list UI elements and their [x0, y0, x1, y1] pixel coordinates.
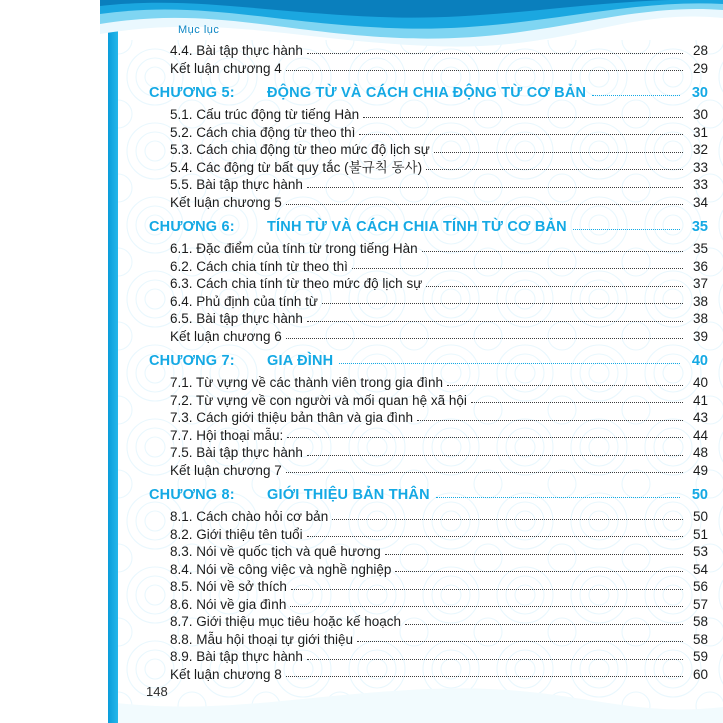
- toc-entry-label: 6.1. Đặc điểm của tính từ trong tiếng Hàn: [170, 241, 418, 256]
- toc-entry[interactable]: [118, 330, 708, 344]
- toc-entry-page: 53: [692, 544, 708, 559]
- toc-leader-dots: [426, 169, 683, 170]
- toc-chapter-page: 40: [691, 353, 708, 369]
- toc-entry-label: Kết luận chương 6: [170, 328, 282, 344]
- toc-entry-label: 7.1. Từ vựng về các thành viên trong gia đình: [170, 375, 443, 390]
- toc-leader-dots: [417, 420, 683, 421]
- toc-entry[interactable]: [118, 615, 708, 629]
- toc-entry-label: 5.4. Các động từ bất quy tắc (불규칙 동사): [170, 159, 423, 175]
- toc-chapter-page: 50: [691, 487, 708, 503]
- toc-leader-dots: [405, 624, 683, 625]
- toc-leader-dots: [307, 321, 683, 322]
- toc-entry-page: 43: [692, 410, 708, 425]
- toc-entry-page: 37: [692, 276, 708, 291]
- toc-entry[interactable]: [118, 464, 708, 478]
- toc-entry[interactable]: [118, 196, 708, 210]
- toc-chapter-page: 30: [691, 85, 708, 101]
- toc-entry[interactable]: [118, 62, 708, 76]
- toc-entry-page: 41: [692, 392, 708, 408]
- page-number: 148: [146, 684, 168, 699]
- toc-entry[interactable]: [118, 563, 708, 577]
- toc-entry[interactable]: [118, 260, 708, 274]
- toc-chapter-heading[interactable]: [118, 219, 708, 235]
- toc-entry-label: 8.5. Nói về sở thích: [170, 579, 287, 594]
- toc-leader-dots: [307, 659, 683, 660]
- toc-entry-label: 6.5. Bài tập thực hành: [170, 311, 303, 326]
- toc-leader-dots: [307, 53, 683, 54]
- toc-leader-dots: [291, 589, 683, 590]
- toc-leader-dots: [286, 204, 683, 205]
- toc-entry-label: 7.7. Hội thoại mẫu:: [170, 427, 284, 443]
- toc-leader-dots: [359, 134, 683, 135]
- toc-entry-label: 8.4. Nói về công việc và nghề nghiệp: [170, 561, 392, 577]
- toc-leader-dots: [287, 437, 683, 438]
- toc-entry-page: 49: [692, 462, 708, 478]
- toc-chapter-tag: CHƯƠNG 8:: [149, 487, 235, 503]
- toc-entry[interactable]: [118, 545, 708, 559]
- toc-chapter-tag: CHƯƠNG 5:: [149, 85, 235, 101]
- toc-chapter-heading[interactable]: [118, 85, 708, 101]
- page-header-label: Mục lục: [178, 24, 220, 36]
- toc-entry-page: 31: [692, 124, 708, 140]
- toc-entry-page: 28: [692, 43, 708, 58]
- toc-entry[interactable]: [118, 650, 708, 664]
- toc-entry-page: 48: [692, 445, 708, 460]
- toc-entry-label: 5.5. Bài tập thực hành: [170, 177, 303, 192]
- toc-leader-dots: [290, 606, 683, 607]
- toc-entry-page: 35: [692, 241, 708, 256]
- toc-entry-page: 40: [692, 375, 708, 390]
- toc-entry[interactable]: [118, 312, 708, 326]
- toc-entry[interactable]: [118, 108, 708, 122]
- toc-chapter-tag: CHƯƠNG 6:: [149, 219, 235, 235]
- toc-leader-dots: [363, 117, 683, 118]
- toc-leader-dots: [447, 385, 683, 386]
- toc-chapter-title: ĐỘNG TỪ VÀ CÁCH CHIA ĐỘNG TỪ CƠ BẢN: [267, 85, 587, 101]
- toc-chapter-page: 35: [691, 219, 708, 235]
- toc-chapter-title: TÍNH TỪ VÀ CÁCH CHIA TÍNH TỪ CƠ BẢN: [267, 219, 567, 235]
- toc-entry-page: 54: [692, 561, 708, 577]
- toc-entry-page: 33: [692, 177, 708, 192]
- toc-entry-label: 8.2. Giới thiệu tên tuổi: [170, 526, 303, 542]
- toc-entry[interactable]: [118, 446, 708, 460]
- toc-entry-label: 8.3. Nói về quốc tịch và quê hương: [170, 544, 381, 559]
- toc-entry[interactable]: [118, 242, 708, 256]
- toc-entry-page: 33: [692, 159, 708, 175]
- toc-entry-label: 8.9. Bài tập thực hành: [170, 649, 303, 664]
- toc-entry-page: 29: [692, 60, 708, 76]
- toc-entry-page: 38: [692, 311, 708, 326]
- toc-leader-dots: [352, 268, 683, 269]
- toc-entry-label: 8.6. Nói về gia đình: [170, 596, 287, 612]
- toc-leader-dots: [471, 402, 683, 403]
- toc-entry-label: 6.4. Phủ định của tính từ: [170, 293, 318, 309]
- toc-entry-page: 58: [692, 631, 708, 647]
- toc-entry-page: 58: [692, 614, 708, 629]
- toc-entry-label: Kết luận chương 7: [170, 462, 282, 478]
- toc-leader-dots: [592, 95, 680, 96]
- toc-leader-dots: [434, 152, 683, 153]
- toc-entry-label: Kết luận chương 8: [170, 666, 282, 682]
- page-left-accent-bar: [108, 0, 118, 723]
- toc-entry[interactable]: [118, 277, 708, 291]
- toc-entry[interactable]: [118, 633, 708, 647]
- toc-leader-dots: [573, 229, 680, 230]
- toc-entry[interactable]: [118, 126, 708, 140]
- toc-leader-dots: [426, 286, 683, 287]
- toc-leader-dots: [307, 455, 683, 456]
- toc-entry-label: 7.3. Cách giới thiệu bản thân và gia đình: [170, 410, 414, 425]
- toc-entry-label: 7.5. Bài tập thực hành: [170, 445, 303, 460]
- toc-entry-label: 6.3. Cách chia tính từ theo mức độ lịch sự: [170, 276, 423, 291]
- toc-leader-dots: [385, 554, 683, 555]
- toc-leader-dots: [357, 641, 683, 642]
- toc-entry[interactable]: [118, 376, 708, 390]
- toc-entry[interactable]: [118, 161, 708, 175]
- toc-leader-dots: [339, 363, 680, 364]
- page-left-margin: [100, 0, 108, 723]
- toc-entry[interactable]: [118, 44, 708, 58]
- toc-entry-label: 6.2. Cách chia tính từ theo thì: [170, 258, 348, 274]
- toc-entry-label: 5.1. Cấu trúc động từ tiếng Hàn: [170, 107, 360, 122]
- toc-leader-dots: [307, 536, 683, 537]
- toc-leader-dots: [286, 70, 683, 71]
- toc-entry-page: 56: [692, 579, 708, 594]
- toc-entry-page: 39: [692, 328, 708, 344]
- toc-entry-label: 8.7. Giới thiệu mục tiêu hoặc kế hoạch: [170, 614, 401, 629]
- toc-entry[interactable]: [118, 668, 708, 682]
- toc-chapter-heading[interactable]: [118, 487, 708, 503]
- toc-entry[interactable]: [118, 394, 708, 408]
- toc-entry-label: 7.2. Từ vựng về con người và mối quan hệ xã hội: [170, 392, 467, 408]
- toc-entry[interactable]: [118, 411, 708, 425]
- toc-entry-page: 50: [692, 509, 708, 524]
- toc-leader-dots: [436, 497, 680, 498]
- toc-entry-label: 5.3. Cách chia động từ theo mức độ lịch sự: [170, 142, 430, 157]
- toc-entry-page: 30: [692, 107, 708, 122]
- toc-entry[interactable]: [118, 143, 708, 157]
- toc-leader-dots: [286, 676, 683, 677]
- toc-entry-page: 44: [692, 427, 708, 443]
- toc-entry-page: 32: [692, 142, 708, 157]
- toc-entry-page: 57: [692, 596, 708, 612]
- toc-entry-label: 8.1. Cách chào hỏi cơ bản: [170, 509, 329, 524]
- toc-leader-dots: [395, 571, 683, 572]
- toc-leader-dots: [286, 472, 683, 473]
- toc-entry-page: 36: [692, 258, 708, 274]
- toc-entry-page: 51: [692, 526, 708, 542]
- toc-chapter-heading[interactable]: [118, 353, 708, 369]
- toc-leader-dots: [286, 338, 683, 339]
- toc-entry[interactable]: [118, 295, 708, 309]
- toc-entry-page: 60: [692, 666, 708, 682]
- toc-entry-page: 59: [692, 649, 708, 664]
- table-of-contents: [118, 44, 708, 684]
- toc-entry[interactable]: [118, 178, 708, 192]
- toc-chapter-title: GIA ĐÌNH: [267, 353, 334, 369]
- toc-leader-dots: [307, 187, 683, 188]
- toc-entry[interactable]: [118, 580, 708, 594]
- toc-entry-label: 4.4. Bài tập thực hành: [170, 43, 303, 58]
- toc-entry[interactable]: [118, 598, 708, 612]
- toc-leader-dots: [422, 251, 683, 252]
- toc-entry[interactable]: [118, 429, 708, 443]
- toc-entry-label: 5.2. Cách chia động từ theo thì: [170, 124, 356, 140]
- toc-leader-dots: [322, 303, 683, 304]
- toc-entry-label: Kết luận chương 4: [170, 60, 282, 76]
- toc-chapter-tag: CHƯƠNG 7:: [149, 353, 235, 369]
- toc-entry[interactable]: [118, 510, 708, 524]
- toc-leader-dots: [332, 519, 683, 520]
- toc-entry-page: 38: [692, 293, 708, 309]
- toc-entry-page: 34: [692, 194, 708, 210]
- toc-entry-label: 8.8. Mẫu hội thoại tự giới thiệu: [170, 631, 353, 647]
- toc-entry-label: Kết luận chương 5: [170, 194, 282, 210]
- toc-entry[interactable]: [118, 528, 708, 542]
- toc-chapter-title: GIỚI THIỆU BẢN THÂN: [267, 487, 430, 503]
